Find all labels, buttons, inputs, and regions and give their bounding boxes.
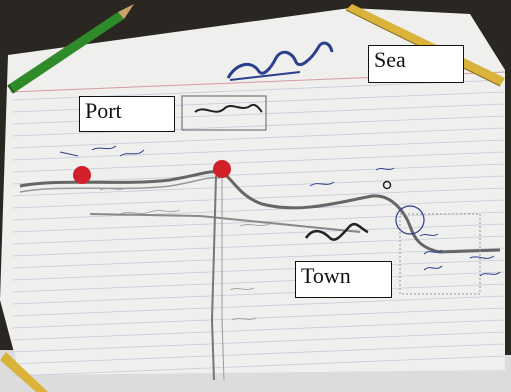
port-label: Port [79,96,175,132]
sea-label: Sea [368,45,464,83]
red-marker-left [73,166,91,184]
red-marker-port [213,160,231,178]
town-label: Town [295,261,392,298]
